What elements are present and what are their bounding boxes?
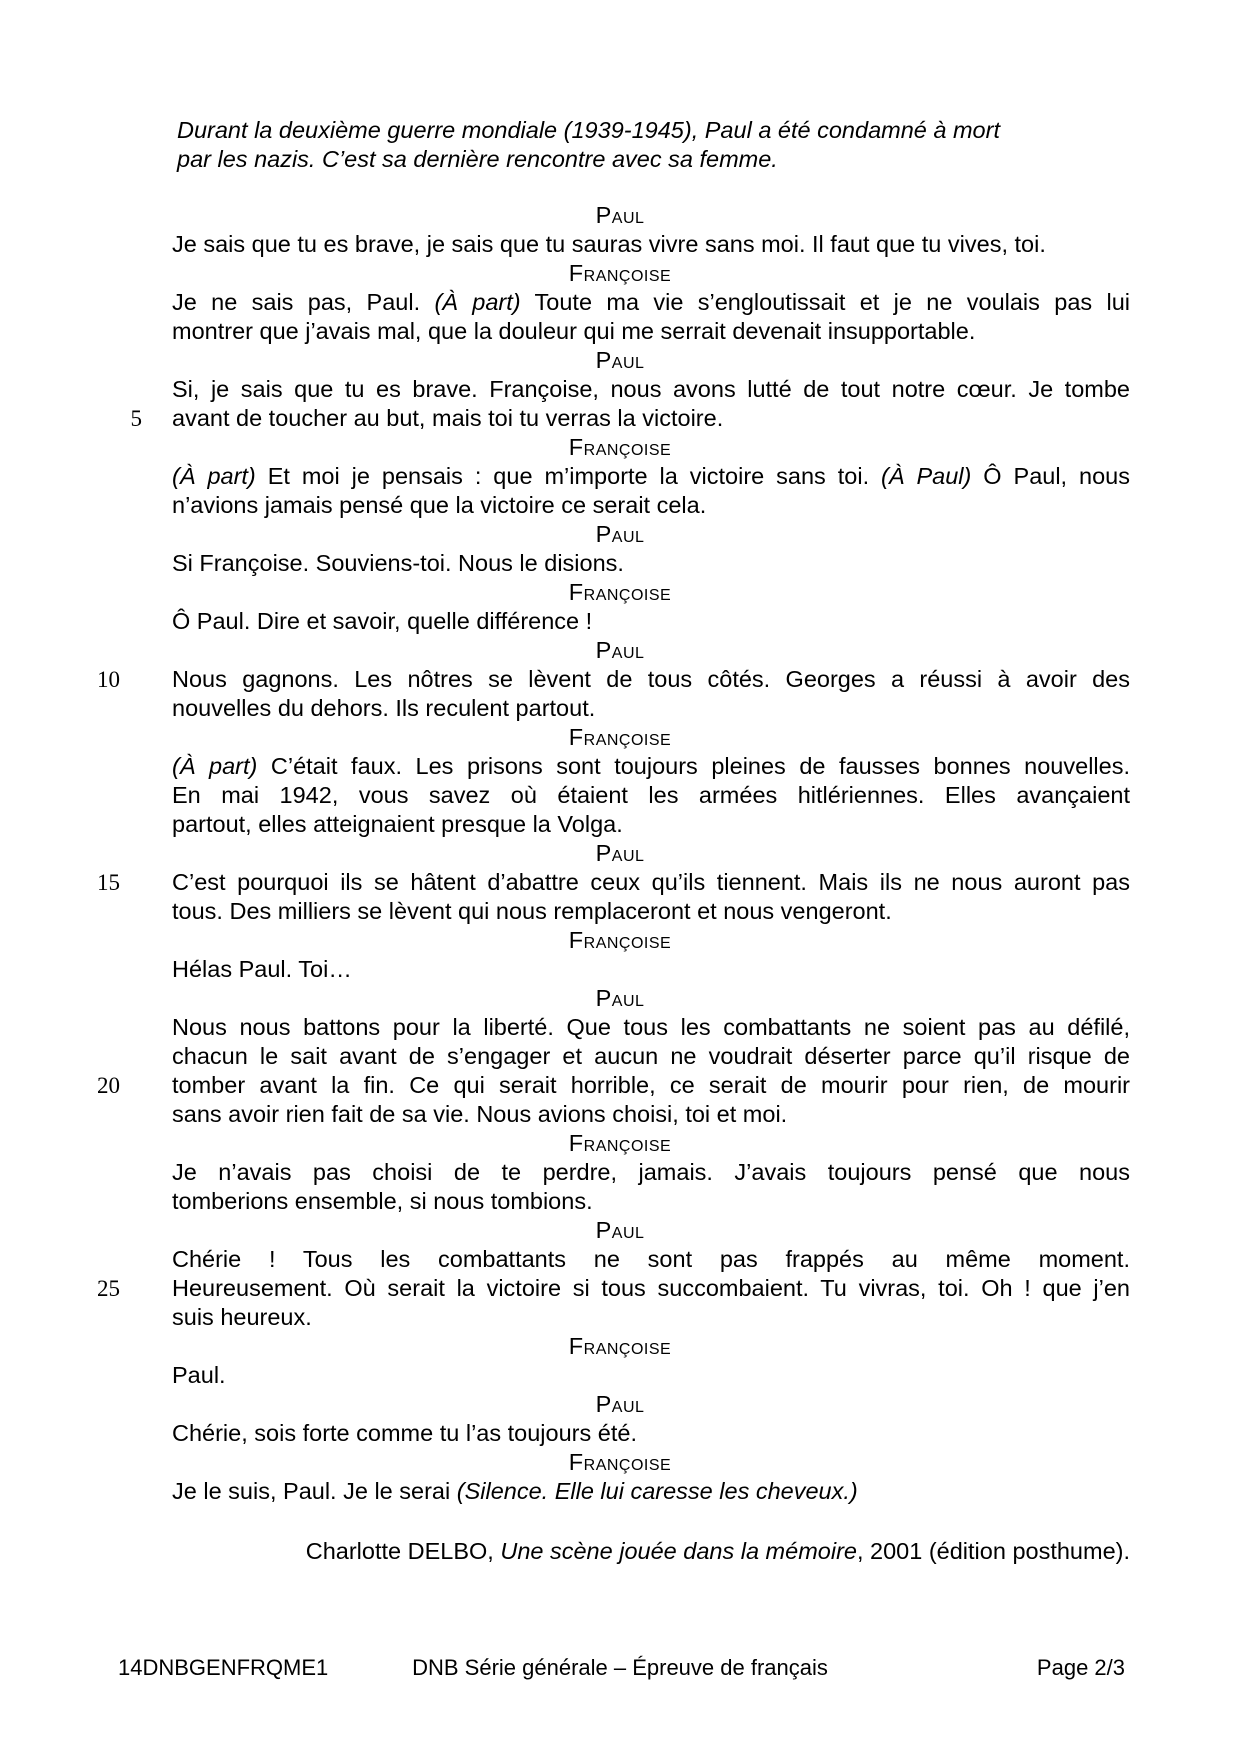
footer-page-number: Page 2/3: [1036, 1655, 1125, 1680]
text-segment: Nous gagnons. Les nôtres se lèvent de tous côtés. Georges a réussi à avoir des: [172, 666, 1130, 692]
speech-line: [97, 665, 1130, 694]
text-segment: Si Françoise. Souviens-toi. Nous le disions.: [172, 550, 624, 576]
text-segment: Chérie, sois forte comme tu l’as toujours été.: [172, 1420, 637, 1446]
intro-line: par les nazis. C’est sa dernière rencontre avec sa femme.: [177, 146, 778, 172]
speaker-name: Françoise: [568, 1333, 672, 1359]
speaker-name: Françoise: [568, 434, 672, 460]
text-segment: C’était faux. Les prisons sont toujours pleines de fausses bonnes nouvelles.: [257, 753, 1130, 779]
text-segment: Et moi je pensais : que m’importe la victoire sans toi.: [255, 463, 882, 489]
intro-stage-direction: [177, 116, 1142, 174]
text-segment: Toute ma vie s’engloutissait et je ne voulais pas lui: [520, 289, 1130, 315]
speaker-name: Françoise: [568, 724, 672, 750]
speaker-name: Françoise: [568, 1130, 672, 1156]
speaker-name: Paul: [595, 1391, 645, 1417]
speech-line: [172, 549, 1130, 578]
speech-line: [172, 810, 1130, 839]
speech-line: [172, 607, 1130, 636]
text-segment: Heureusement. Où serait la victoire si tous succombaient. Tu vivras, toi. Oh ! que j’en: [172, 1275, 1130, 1301]
stage-direction-segment: (À part): [172, 463, 256, 489]
stage-direction-segment: (Silence. Elle lui caresse les cheveux.): [456, 1478, 858, 1504]
speaker-name: Paul: [595, 202, 645, 228]
line-number: 10: [97, 667, 120, 692]
text-segment: En mai 1942, vous savez où étaient les armées hitlériennes. Elles avançaient: [172, 782, 1130, 808]
text-segment: tomber avant la fin. Ce qui serait horrible, ce serait de mourir pour rien, de mourir: [172, 1072, 1130, 1098]
speaker-name: Françoise: [568, 579, 672, 605]
speaker-name: Paul: [595, 985, 645, 1011]
speech-line: [130, 404, 1130, 433]
text-segment: Je le suis, Paul. Je le serai: [172, 1478, 457, 1504]
text-segment: Je n’avais pas choisi de te perdre, jamais. J’avais toujours pensé que nous: [172, 1159, 1130, 1185]
stage-direction-segment: (À part): [172, 753, 258, 779]
text-segment: Chérie ! Tous les combattants ne sont pas frappés au même moment.: [172, 1246, 1130, 1272]
text-segment: montrer que j’avais mal, que la douleur qui me serrait devenait insupportable.: [172, 318, 976, 344]
text-segment: , 2001 (édition posthume).: [856, 1538, 1130, 1564]
line-number: 5: [130, 406, 142, 431]
speech-line: [172, 491, 1130, 520]
speaker-name: Françoise: [568, 1449, 672, 1475]
text-segment: tomberions ensemble, si nous tombions.: [172, 1188, 593, 1214]
text-segment: Je ne sais pas, Paul.: [172, 289, 435, 315]
speech-line: [172, 1042, 1130, 1071]
speaker-name: Paul: [595, 1217, 645, 1243]
line-number: 20: [97, 1073, 120, 1098]
speech-line: [172, 1100, 1130, 1129]
line-number: 25: [97, 1276, 120, 1301]
text-segment: nouvelles du dehors. Ils reculent partout.: [172, 695, 596, 721]
speech-line: [172, 1187, 1130, 1216]
text-segment: Ô Paul. Dire et savoir, quelle différence !: [172, 608, 593, 634]
speech-line: [172, 462, 1130, 491]
stage-direction-segment: (À part): [434, 289, 521, 315]
speech-line: [97, 1071, 1130, 1100]
speech-line: [172, 1477, 1130, 1506]
speech-line: [172, 1013, 1130, 1042]
speech-line: [172, 317, 1130, 346]
source-attribution: [180, 1537, 1130, 1566]
text-segment: Hélas Paul. Toi…: [172, 956, 352, 982]
speech-line: [172, 1245, 1130, 1274]
speech-line: [172, 781, 1130, 810]
text-segment: avant de toucher au but, mais toi tu verras la victoire.: [172, 405, 724, 431]
speaker-name: Paul: [595, 840, 645, 866]
text-segment: Je sais que tu es brave, je sais que tu sauras vivre sans moi. Il faut que tu vives, toi.: [172, 231, 1046, 257]
speech-line: [97, 1274, 1130, 1303]
speech-line: [172, 752, 1130, 781]
speech-line: [172, 288, 1130, 317]
stage-direction-segment: Une scène jouée dans la mémoire: [500, 1538, 857, 1564]
speech-line: [172, 694, 1130, 723]
text-segment: tous. Des milliers se lèvent qui nous remplaceront et nous vengeront.: [172, 898, 892, 924]
dialogue-text: [97, 201, 1130, 1506]
speech-line: [172, 1361, 1130, 1390]
text-segment: C’est pourquoi ils se hâtent d’abattre ceux qu’ils tiennent. Mais ils ne nous auront pas: [172, 869, 1130, 895]
footer-exam-title: DNB Série générale – Épreuve de français: [412, 1655, 828, 1680]
speaker-name: Françoise: [568, 260, 672, 286]
stage-direction-segment: (À Paul): [881, 463, 972, 489]
speaker-name: Paul: [595, 521, 645, 547]
text-segment: Charlotte DELBO,: [305, 1538, 501, 1564]
text-segment: Si, je sais que tu es brave. Françoise, nous avons lutté de tout notre cœur. Je tombe: [172, 376, 1130, 402]
text-segment: suis heureux.: [172, 1304, 312, 1330]
line-number: 15: [97, 870, 120, 895]
text-segment: sans avoir rien fait de sa vie. Nous avions choisi, toi et moi.: [172, 1101, 788, 1127]
speech-line: [172, 1419, 1130, 1448]
text-segment: partout, elles atteignaient presque la Volga.: [172, 811, 623, 837]
speech-line: [97, 868, 1130, 897]
speech-line: [172, 955, 1130, 984]
text-segment: chacun le sait avant de s’engager et aucun ne voudrait déserter parce qu’il risque de: [172, 1043, 1130, 1069]
text-segment: Paul.: [172, 1362, 226, 1388]
text-segment: Nous nous battons pour la liberté. Que tous les combattants ne soient pas au défilé,: [172, 1014, 1130, 1040]
speech-line: [172, 897, 1130, 926]
speech-line: [172, 1303, 1130, 1332]
text-segment: Ô Paul, nous: [971, 463, 1130, 489]
speaker-name: Paul: [595, 637, 645, 663]
speech-line: [172, 230, 1130, 259]
intro-line: Durant la deuxième guerre mondiale (1939-1945), Paul a été condamné à mort: [177, 117, 1000, 143]
speech-line: [172, 1158, 1130, 1187]
speaker-name: Paul: [595, 347, 645, 373]
text-segment: n’avions jamais pensé que la victoire ce serait cela.: [172, 492, 707, 518]
speech-line: [172, 375, 1130, 404]
speaker-name: Françoise: [568, 927, 672, 953]
footer-exam-code: 14DNBGENFRQME1: [118, 1655, 329, 1680]
